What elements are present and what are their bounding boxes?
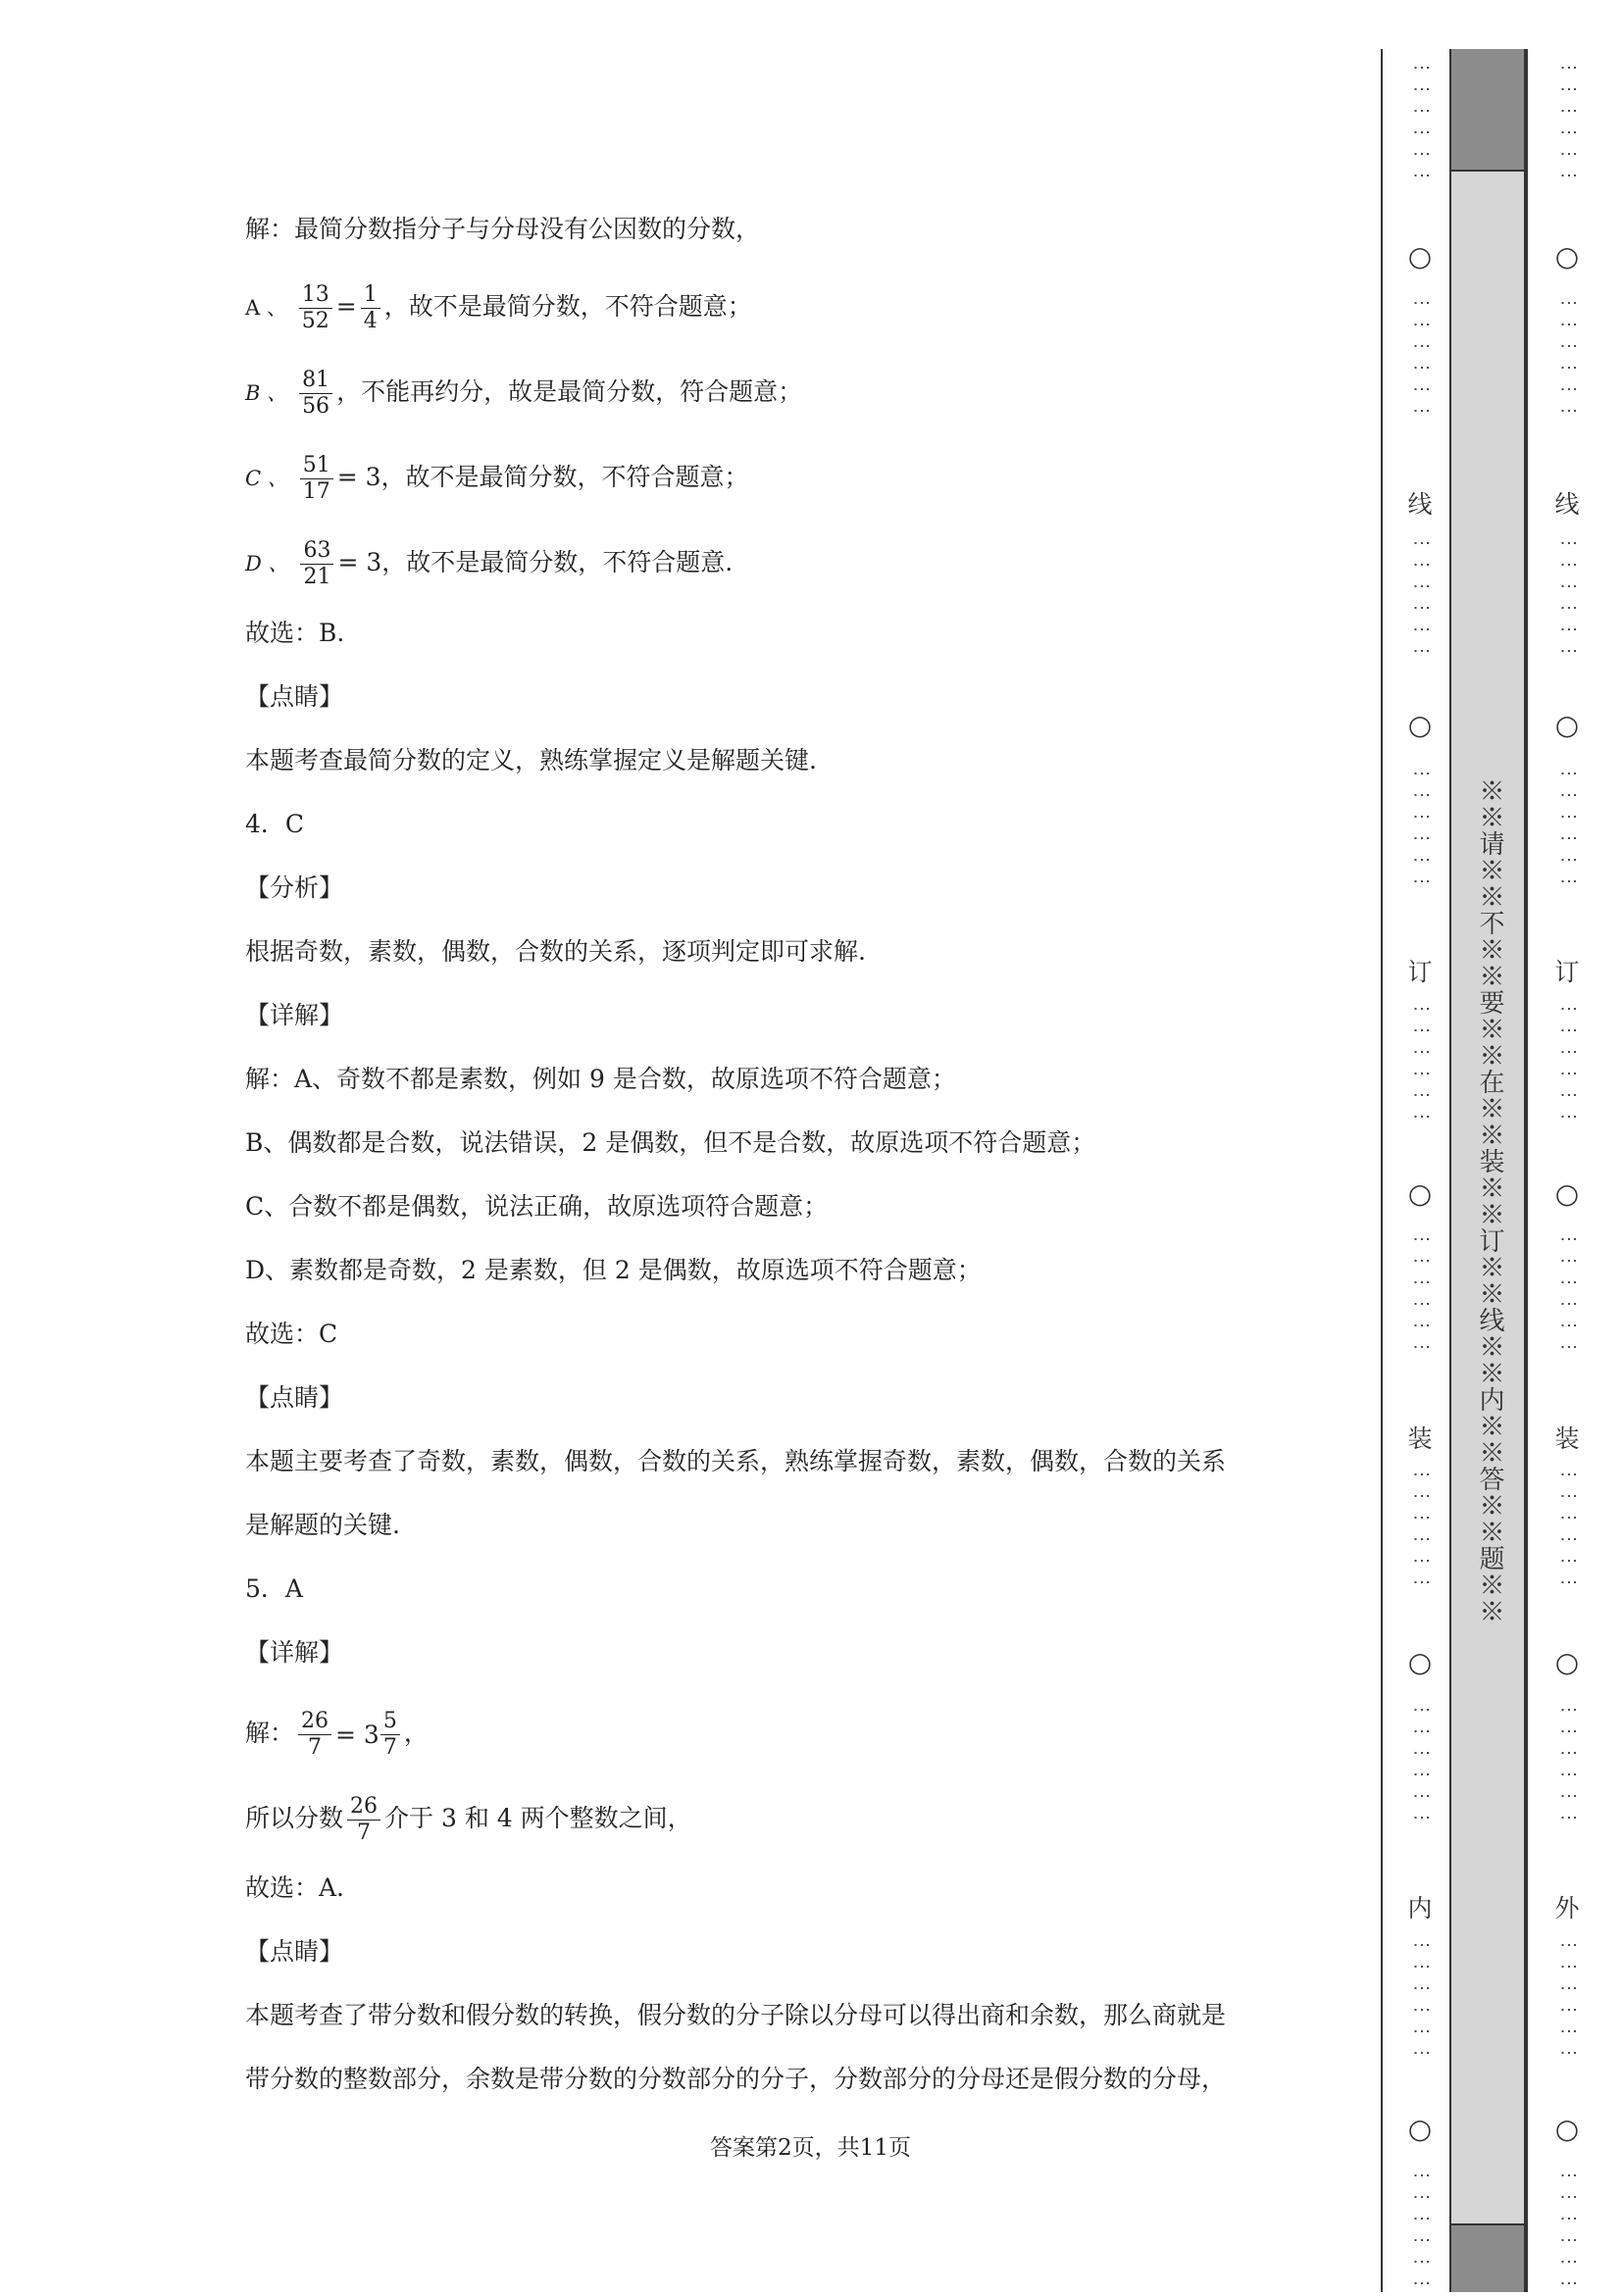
circle-mark: ○ (1554, 240, 1580, 273)
option-label: D 、 (245, 552, 289, 575)
dots: ⋮⋮⋮⋮⋮⋮ (1558, 534, 1579, 664)
text-line: 本题考查了带分数和假分数的转换，假分数的分子除以分母可以得出商和余数，那么商就是 (245, 2001, 1227, 2029)
option-d (245, 538, 733, 590)
dots: ⋮⋮⋮⋮⋮⋮ (1411, 1466, 1432, 1595)
fraction (300, 538, 333, 590)
option-a (245, 282, 752, 334)
option-label: B 、 (245, 381, 288, 405)
denominator: 4 (363, 309, 378, 333)
dots: ⋮⋮⋮⋮⋮⋮ (1411, 1701, 1432, 1830)
section-heading: 【点睛】 (245, 1383, 344, 1412)
fraction (361, 282, 380, 334)
fraction (347, 1794, 380, 1846)
fraction (380, 1709, 400, 1761)
so-text: 介于 3 和 4 两个整数之间， (384, 1804, 692, 1832)
circle-mark: ○ (1407, 709, 1433, 741)
dots: ⋮⋮⋮⋮⋮⋮ (1411, 2167, 1432, 2296)
section-heading: 【点睛】 (245, 682, 344, 711)
mark-nei: 内 (1407, 1894, 1433, 1922)
text-line: 解：最简分数指分子与分母没有公因数的分数， (245, 215, 761, 243)
dots: ⋮⋮⋮⋮⋮⋮ (1558, 1000, 1579, 1129)
option-b (245, 368, 802, 420)
dots: ⋮⋮⋮⋮⋮⋮ (1411, 765, 1432, 894)
binding-line-left (1381, 49, 1383, 2292)
text-line: 带分数的整数部分，余数是带分数的分数部分的分子，分数部分的分母还是假分数的分母， (245, 2065, 1227, 2093)
option-text: ，故不是最简分数，不符合题意； (380, 463, 749, 491)
fraction (299, 282, 332, 334)
option-c (245, 453, 749, 505)
dots: ⋮⋮⋮⋮⋮⋮ (1411, 1230, 1432, 1360)
q5-solution (245, 1709, 429, 1761)
denominator: 52 (301, 309, 329, 333)
denominator: 7 (357, 1821, 372, 1845)
text-line: 是解题的关键. (245, 1511, 400, 1539)
numerator: 81 (299, 368, 332, 394)
page-number: 答案第2页，共11页 (710, 2135, 911, 2161)
circle-mark: ○ (1407, 1646, 1433, 1678)
question-answer: 4．C (245, 810, 305, 838)
text-line: 故选：B. (245, 619, 345, 647)
numerator: 13 (299, 282, 332, 309)
punctuation: ， (403, 1719, 429, 1747)
section-heading: 【点睛】 (245, 1937, 344, 1966)
text-line: D、素数都是奇数，2 是素数，但 2 是偶数，故原选项不符合题意； (245, 1256, 982, 1284)
dots: ⋮⋮⋮⋮⋮⋮ (1411, 59, 1432, 188)
dots: ⋮⋮⋮⋮⋮⋮ (1558, 1701, 1579, 1830)
denominator: 17 (302, 479, 330, 504)
dots: ⋮⋮⋮⋮⋮⋮ (1558, 765, 1579, 894)
mark-wai: 外 (1554, 1894, 1580, 1922)
mark-xian: 线 (1407, 490, 1433, 519)
equals: = (335, 292, 357, 321)
q5-conclusion (245, 1794, 692, 1846)
so-prefix: 所以分数 (245, 1804, 344, 1832)
text-line: B、偶数都是合数，说法错误，2 是偶数，但不是合数，故原选项不符合题意； (245, 1128, 1096, 1157)
fraction (299, 368, 332, 420)
dots: ⋮⋮⋮⋮⋮⋮ (1411, 534, 1432, 664)
dots: ⋮⋮⋮⋮⋮⋮ (1411, 1000, 1432, 1129)
circle-mark: ○ (1407, 240, 1433, 273)
equals: = 3 (335, 1720, 380, 1749)
circle-mark: ○ (1554, 2113, 1580, 2145)
circle-mark: ○ (1554, 1646, 1580, 1678)
option-text: ，故不是最简分数，不符合题意. (381, 548, 734, 576)
circle-mark: ○ (1554, 709, 1580, 741)
numerator: 26 (347, 1794, 380, 1821)
mark-zhuang: 装 (1554, 1424, 1580, 1453)
option-label: C 、 (245, 467, 288, 490)
mark-ding: 订 (1407, 958, 1433, 986)
dots: ⋮⋮⋮⋮⋮⋮ (1558, 2167, 1579, 2296)
binding-dark-top (1449, 49, 1526, 172)
dots: ⋮⋮⋮⋮⋮⋮ (1558, 294, 1579, 424)
numerator: 63 (300, 538, 333, 565)
question-answer: 5．A (245, 1574, 303, 1603)
solve-prefix: 解： (245, 1719, 295, 1747)
numerator: 1 (361, 282, 380, 309)
numerator: 51 (300, 453, 333, 479)
denominator: 7 (382, 1735, 397, 1760)
numerator: 5 (380, 1709, 400, 1735)
circle-mark: ○ (1407, 1177, 1433, 1210)
binding-warning: ※※请※※不※※要※※在※※装※※订※※线※※内※※答※※题※※ (1475, 777, 1504, 1624)
section-heading: 【分析】 (245, 873, 344, 902)
outer-binding-column (1547, 54, 1587, 2296)
equals: = 3 (336, 463, 381, 491)
text-line: C、合数不都是偶数，说法正确，故原选项符合题意； (245, 1192, 829, 1221)
circle-mark: ○ (1554, 1177, 1580, 1210)
numerator: 26 (298, 1709, 331, 1735)
option-text: ，不能再约分，故是最简分数，符合题意； (336, 377, 803, 406)
text-line: 解：A、奇数不都是素数，例如 9 是合数，故原选项不符合题意； (245, 1065, 956, 1093)
denominator: 7 (308, 1735, 323, 1760)
dots: ⋮⋮⋮⋮⋮⋮ (1558, 1936, 1579, 2066)
inner-binding-column (1400, 54, 1440, 2296)
mixed-number (335, 1709, 404, 1761)
mark-zhuang: 装 (1407, 1424, 1433, 1453)
page-footer (0, 2129, 1621, 2162)
mark-xian: 线 (1554, 490, 1580, 519)
fraction (298, 1709, 331, 1761)
equals: = 3 (337, 548, 382, 576)
text-line: 故选：A. (245, 1873, 345, 1902)
text-line: 根据奇数，素数，偶数，合数的关系，逐项判定即可求解. (245, 937, 866, 966)
dots: ⋮⋮⋮⋮⋮⋮ (1411, 1936, 1432, 2066)
mark-ding: 订 (1554, 958, 1580, 986)
option-label: A 、 (245, 296, 287, 320)
section-heading: 【详解】 (245, 1638, 344, 1667)
text-line: 故选：C (245, 1320, 338, 1348)
text-line: 本题主要考查了奇数，素数，偶数，合数的关系，熟练掌握奇数，素数，偶数，合数的关系 (245, 1447, 1227, 1475)
denominator: 21 (303, 565, 331, 589)
text-line: 本题考查最简分数的定义，熟练掌握定义是解题关键. (245, 746, 817, 774)
binding-line-right (1526, 49, 1528, 2292)
dots: ⋮⋮⋮⋮⋮⋮ (1558, 1230, 1579, 1360)
dots: ⋮⋮⋮⋮⋮⋮ (1411, 294, 1432, 424)
dots: ⋮⋮⋮⋮⋮⋮ (1558, 59, 1579, 188)
circle-mark: ○ (1407, 2113, 1433, 2145)
binding-dark-bottom (1449, 2223, 1526, 2292)
option-text: ，故不是最简分数，不符合题意； (383, 292, 752, 321)
denominator: 56 (302, 394, 330, 419)
dots: ⋮⋮⋮⋮⋮⋮ (1558, 1466, 1579, 1595)
section-heading: 【详解】 (245, 1001, 344, 1029)
fraction (300, 453, 333, 505)
